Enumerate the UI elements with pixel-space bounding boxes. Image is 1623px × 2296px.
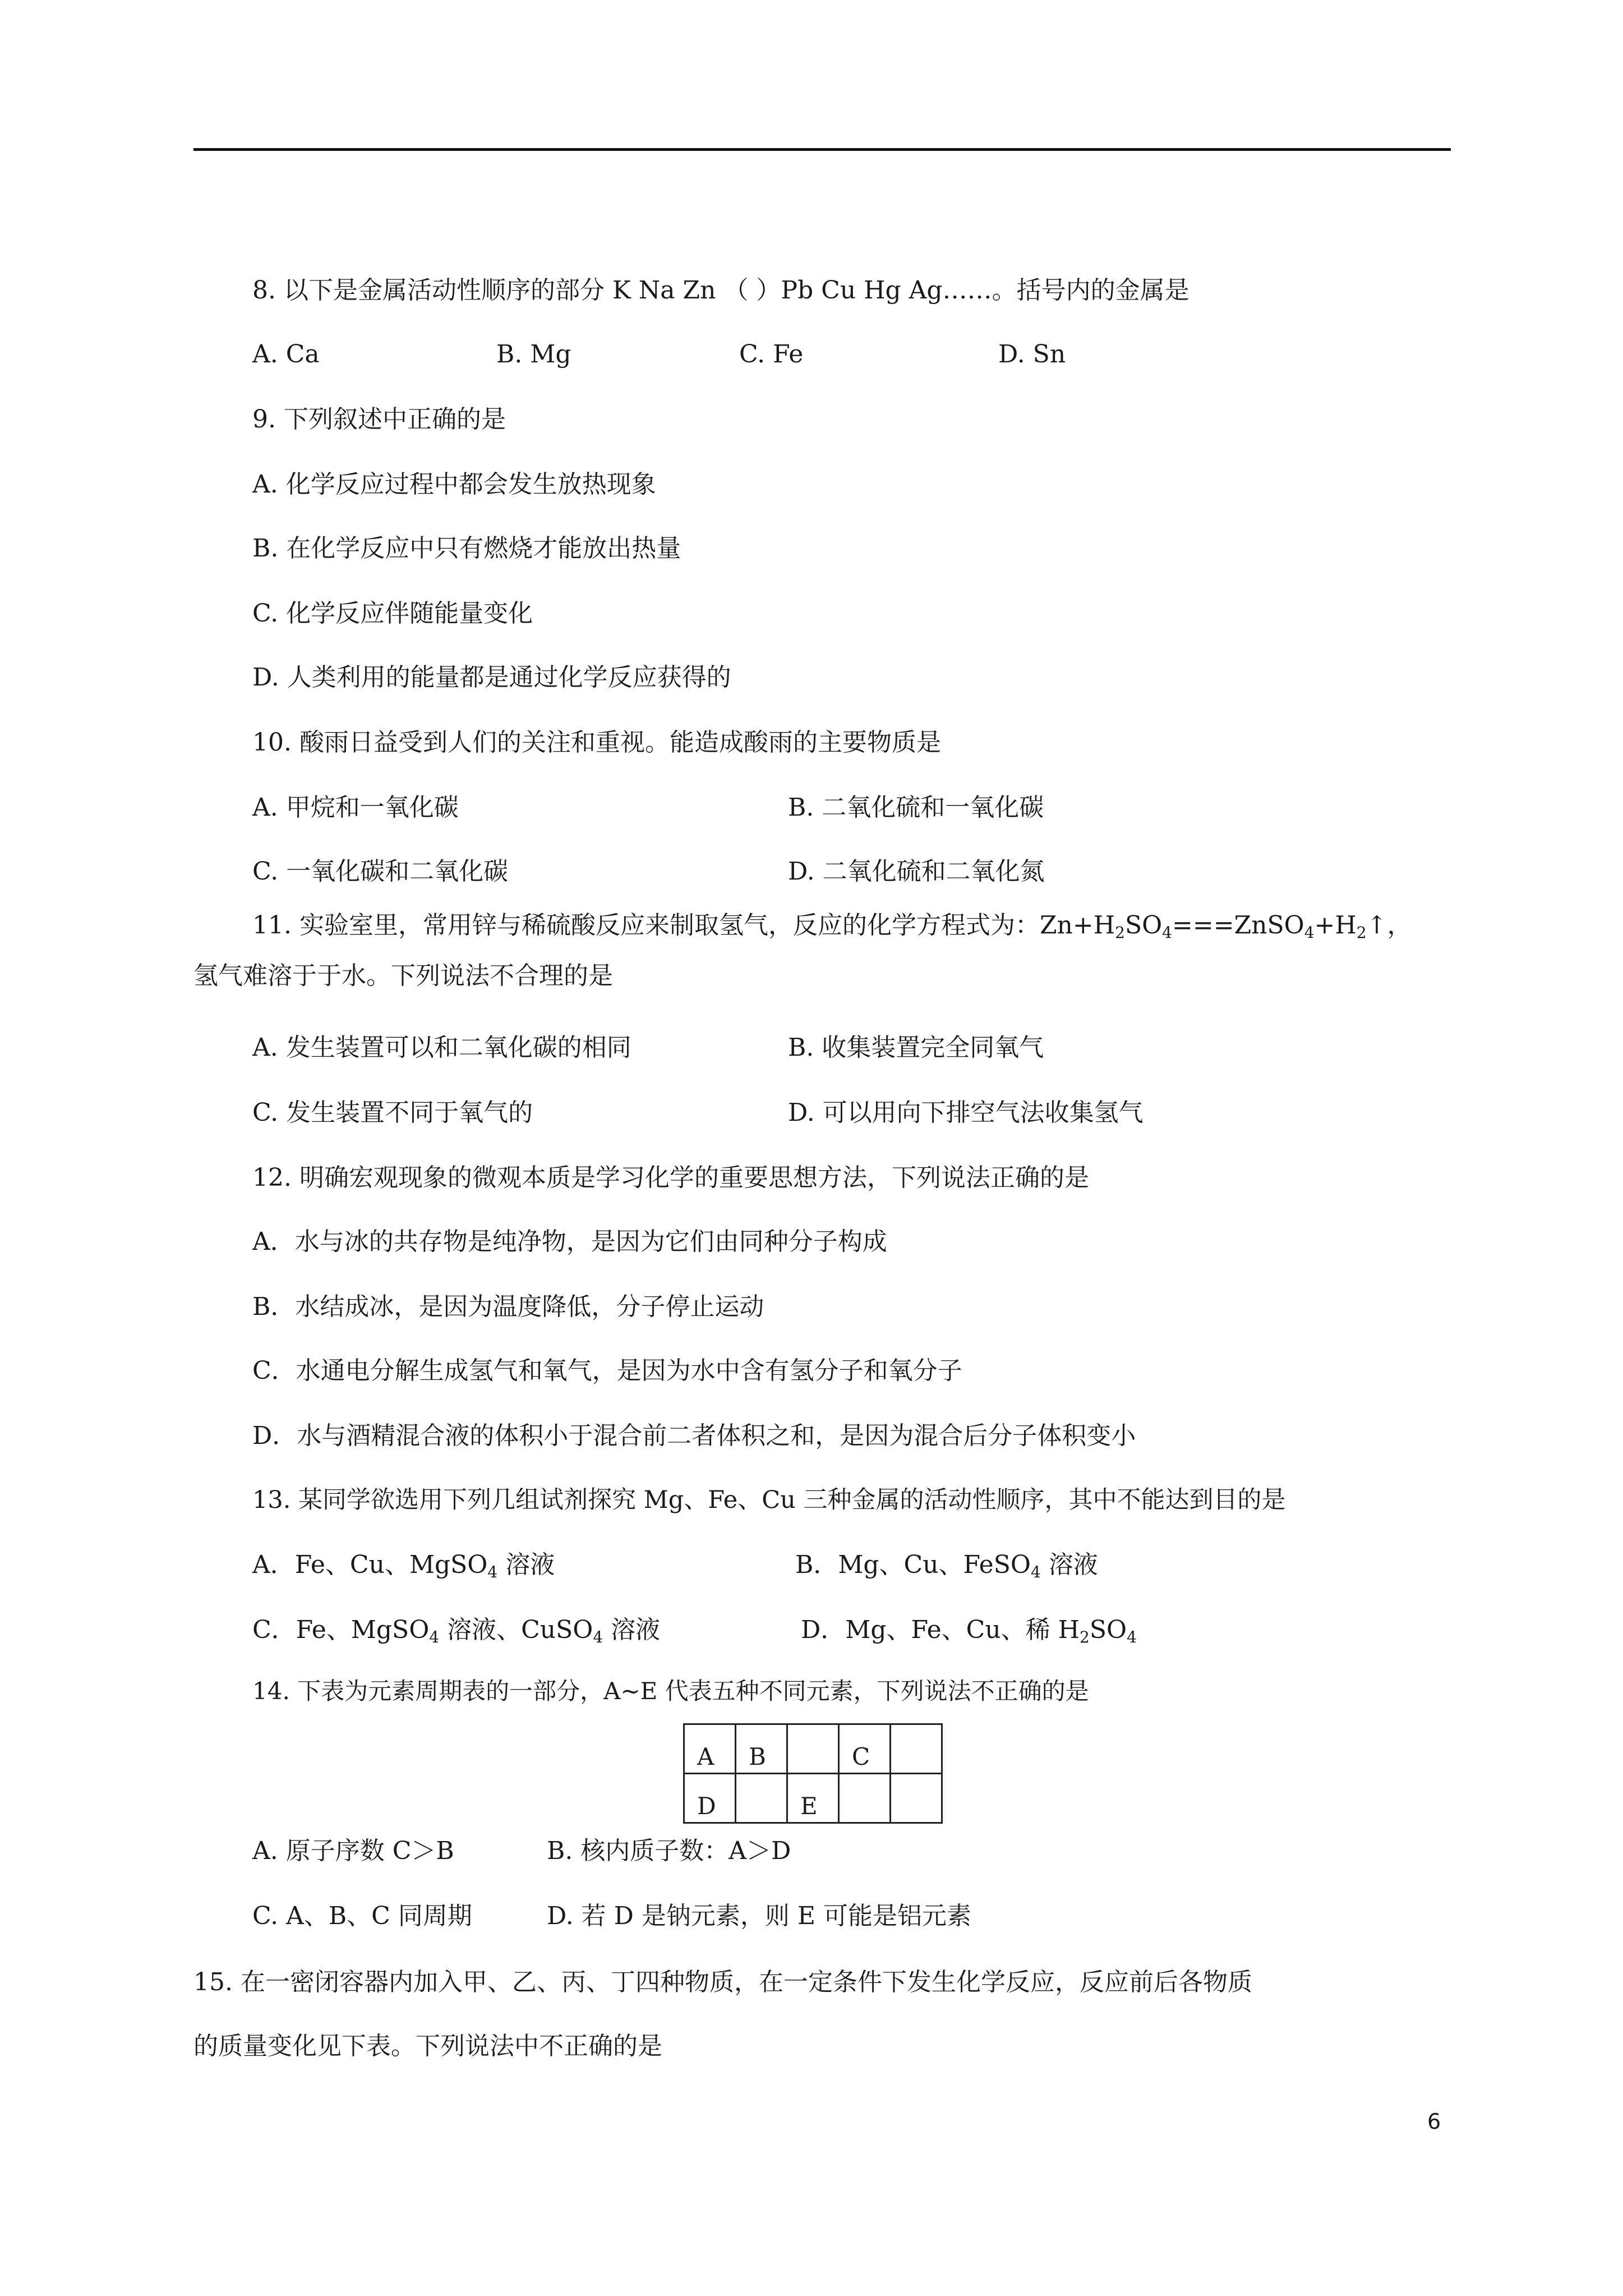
q14-option-b: B. 核内质子数：A＞D <box>547 1837 791 1865</box>
q10-option-d: D. 二氧化硫和二氧化氮 <box>788 857 1045 886</box>
q12-option-b: B．水结成冰，是因为温度降低，分子停止运动 <box>252 1292 764 1321</box>
table-cell <box>787 1724 839 1774</box>
table-cell: D <box>684 1774 736 1823</box>
q8-option-c: C. Fe <box>739 340 804 369</box>
table-row <box>684 1774 942 1823</box>
table-row <box>684 1724 942 1774</box>
question-15-stem: 15. 在一密闭容器内加入甲、乙、丙、丁四种物质，在一定条件下发生化学反应，反应前后各物质 <box>193 1968 1252 1996</box>
q11-option-b: B. 收集装置完全同氧气 <box>788 1033 1044 1062</box>
table-cell: A <box>684 1724 736 1774</box>
header-rule <box>193 148 1451 151</box>
table-cell: E <box>787 1774 839 1823</box>
q12-option-d: D．水与酒精混合液的体积小于混合前二者体积之和，是因为混合后分子体积变小 <box>252 1421 1136 1450</box>
q14-option-c: C. A、B、C 同周期 <box>252 1902 472 1930</box>
page-number: 6 <box>1427 2109 1441 2134</box>
q9-option-b: B. 在化学反应中只有燃烧才能放出热量 <box>252 534 681 563</box>
q11-option-c: C. 发生装置不同于氧气的 <box>252 1098 533 1127</box>
q12-option-a: A．水与冰的共存物是纯净物，是因为它们由同种分子构成 <box>252 1227 887 1256</box>
q8-option-b: B. Mg <box>496 340 571 369</box>
q13-option-a: A．Fe、Cu、MgSO$_4$ 溶液 <box>252 1550 555 1581</box>
q9-option-a: A. 化学反应过程中都会发生放热现象 <box>252 470 656 499</box>
q11-option-a: A. 发生装置可以和二氧化碳的相同 <box>252 1033 631 1062</box>
table-cell <box>736 1774 787 1823</box>
question-11-stem-line2: 氢气难溶于于水。下列说法不合理的是 <box>193 961 613 990</box>
q13-option-b: B．Mg、Cu、FeSO$_4$ 溶液 <box>795 1550 1098 1581</box>
q11-option-d: D. 可以用向下排空气法收集氢气 <box>788 1098 1144 1127</box>
q10-option-c: C. 一氧化碳和二氧化碳 <box>252 857 509 886</box>
table-cell: B <box>736 1724 787 1774</box>
periodic-table-fragment <box>683 1723 943 1824</box>
question-15-stem-line2: 的质量变化见下表。下列说法中不正确的是 <box>193 2032 662 2060</box>
question-13-stem: 13. 某同学欲选用下列几组试剂探究 Mg、Fe、Cu 三种金属的活动性顺序，其中不能达到目的是 <box>252 1486 1286 1514</box>
q9-option-c: C. 化学反应伴随能量变化 <box>252 599 533 628</box>
table-cell <box>839 1774 891 1823</box>
q13-option-c: C．Fe、MgSO$_4$ 溶液、CuSO$_4$ 溶液 <box>252 1616 661 1646</box>
table-cell <box>891 1774 942 1823</box>
q10-option-a: A. 甲烷和一氧化碳 <box>252 793 459 822</box>
question-9-stem: 9. 下列叙述中正确的是 <box>252 405 506 434</box>
question-8-stem: 8. 以下是金属活动性顺序的部分 K Na Zn （ ）Pb Cu Hg Ag……。括号内的金属是 <box>252 276 1189 305</box>
q10-option-b: B. 二氧化硫和一氧化碳 <box>788 793 1044 822</box>
q8-option-d: D. Sn <box>998 340 1066 369</box>
q14-option-a: A. 原子序数 C＞B <box>252 1837 454 1865</box>
question-11-stem: 11. 实验室里，常用锌与稀硫酸反应来制取氢气，反应的化学方程式为：$Zn+H_2SO_4===ZnSO_4+H_2↑$， <box>252 911 1412 942</box>
table-cell: C <box>839 1724 891 1774</box>
q14-option-d: D. 若 D 是钠元素，则 E 可能是铝元素 <box>547 1902 972 1930</box>
question-14-stem: 14. 下表为元素周期表的一部分，A~E 代表五种不同元素，下列说法不正确的是 <box>252 1677 1089 1705</box>
q12-option-c: C．水通电分解生成氢气和氧气，是因为水中含有氢分子和氧分子 <box>252 1356 962 1385</box>
q13-option-d: D．Mg、Fe、Cu、稀 $H_2SO_4$ <box>801 1616 1137 1646</box>
q9-option-d: D. 人类利用的能量都是通过化学反应获得的 <box>252 663 731 692</box>
question-10-stem: 10. 酸雨日益受到人们的关注和重视。能造成酸雨的主要物质是 <box>252 728 941 757</box>
question-12-stem: 12. 明确宏观现象的微观本质是学习化学的重要思想方法，下列说法正确的是 <box>252 1163 1089 1192</box>
q8-option-a: A. Ca <box>252 340 320 369</box>
table-cell <box>891 1724 942 1774</box>
